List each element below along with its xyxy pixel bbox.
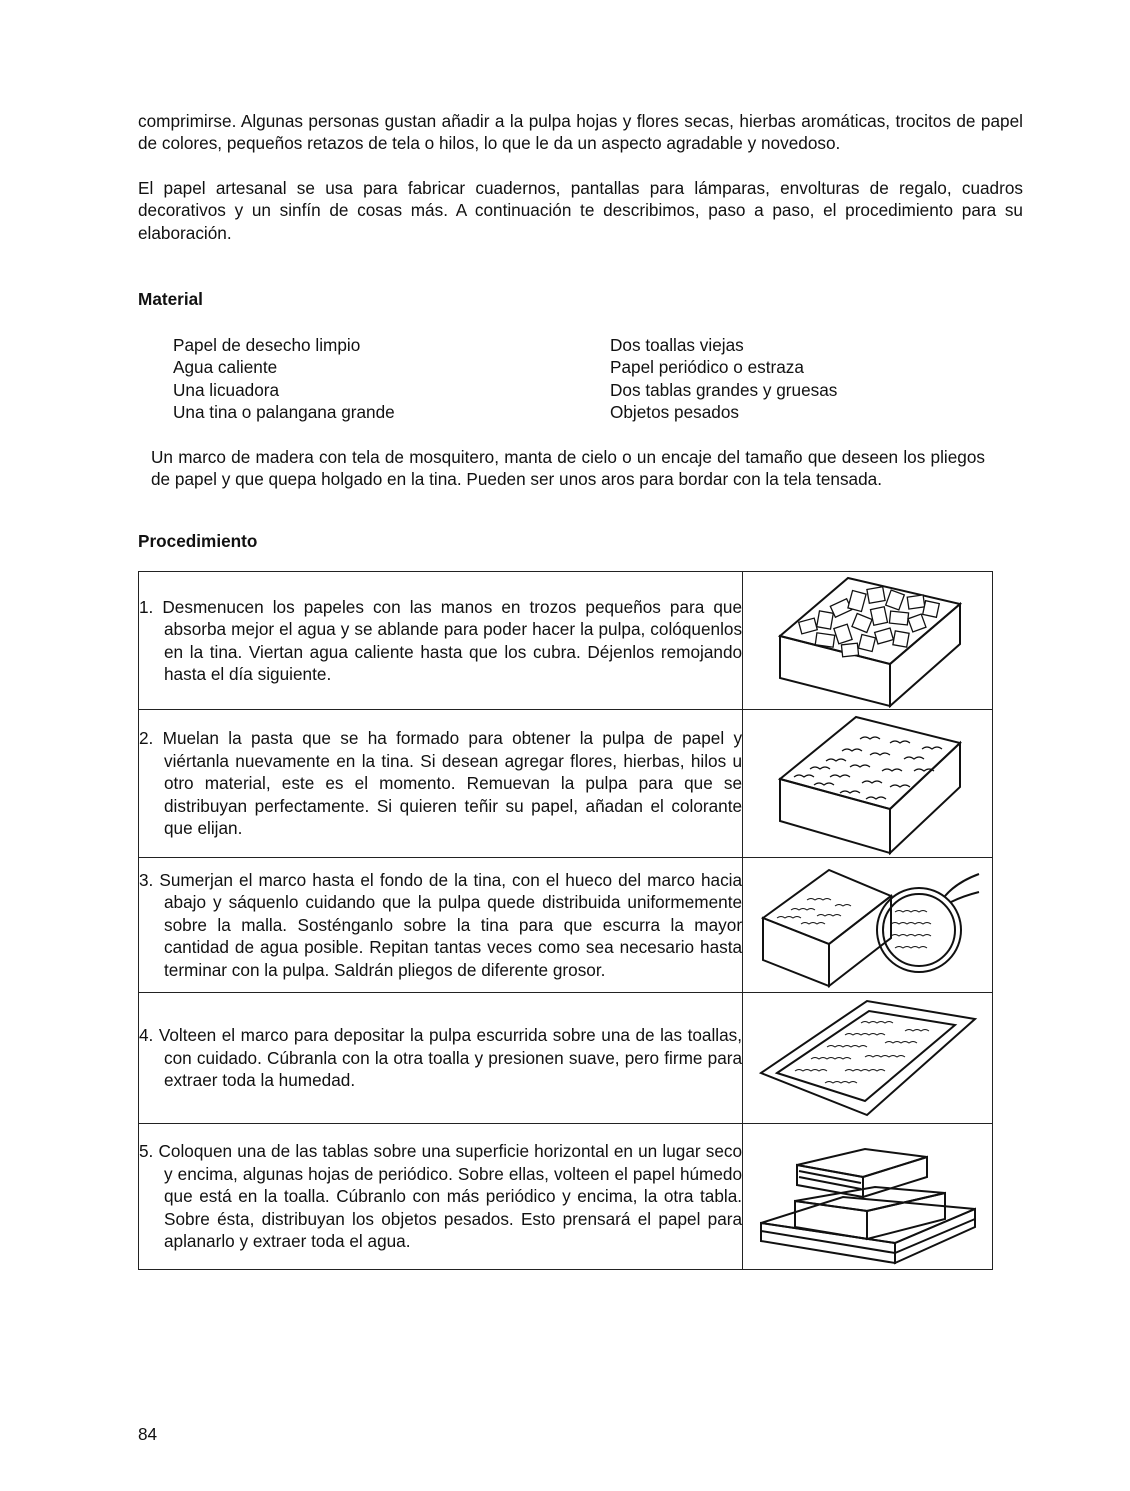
table-row [139,710,993,858]
material-item: Papel periódico o estraza [610,357,804,378]
material-list-right [610,334,837,424]
step-1-text: 1. Desmenucen los papeles con las manos en trozos pequeños para que absorba mejor el agua y se ablande para poder hacer la pulpa, colóquenlos en la tina. Viertan agua caliente hasta que los cubra. Déjenlos remojando hasta el día siguiente. [139,596,743,684]
step-1-cell [139,572,743,710]
step-3-image-cell [743,858,993,993]
table-row [139,1124,993,1270]
material-item: Una licuadora [173,379,280,400]
procedure-table [138,571,993,1270]
page-content [138,110,1023,1252]
table-row [139,993,993,1124]
step-5-image-cell [743,1124,993,1270]
material-item: Dos tablas grandes y gruesas [610,379,838,400]
press-with-book-icon [755,1127,981,1267]
step-4-image-cell [743,993,993,1124]
step-2-text: 2. Muelan la pasta que se ha formado para obtener la pulpa de papel y viértanla nuevamente en la tina. Si desean agregar flores, hierbas, hilos u otro material, este es el momento. Remuevan la pulpa para que se distribuyan perfectamente. Si quieren teñir su papel, añadan el colorante que elijan. [139,728,743,839]
step-4-text: 4. Volteen el marco para depositar la pulpa escurrida sobre una de las toallas, con cuidado. Cúbranla con la otra toalla y presionen suave, pero firme para extraer toda la humedad. [139,1025,743,1091]
material-list-left [173,334,395,424]
step-1-image-cell [743,572,993,710]
material-item: Papel de desecho limpio [173,335,361,355]
material-item: Una tina o palangana grande [173,402,395,423]
tub-with-pulp-icon [770,713,966,855]
material-item: Objetos pesados [610,402,739,423]
tub-with-paper-scraps-icon [770,574,966,708]
table-row [139,572,993,710]
step-3-text: 3. Sumerjan el marco hasta el fondo de la tina, con el hueco del marco hacia abajo y sáquenlo cuidando que la pulpa quede distribuida uniformemente sobre la malla. Sosténganlo sobre la tina para que escurra la mayor cantidad de agua posible. Repitan tantas veces como sea necesario hasta terminar con la pulpa. Saldrán pliegos de diferente grosor. [139,869,743,980]
page-number: 84 [138,1424,158,1444]
material-item: Agua caliente [173,357,278,378]
intro-paragraph-2: El papel artesanal se usa para fabricar cuadernos, pantallas para lámparas, envolturas de regalo, cuadros decorativos y un sinfín de cosas más. A continuación te describimos, paso a paso, el procedimiento para su elaboración. [138,177,1023,243]
step-5-text: 5. Coloquen una de las tablas sobre una superficie horizontal en un lugar seco y encima, algunas hojas de periódico. Sobre ellas, volteen el papel húmedo que está en la toalla. Cúbranlo con más periódico y encima, la otra tabla. Sobre ésta, distribuyan los objetos pesados. Esto prensará el papel para aplanarlo y extraer toda el agua. [139,1141,743,1252]
step-2-image-cell [743,710,993,858]
tub-and-round-frame-icon [755,860,981,990]
step-5-cell [139,1124,743,1270]
intro-paragraph-1: comprimirse. Algunas personas gustan añadir a la pulpa hojas y flores secas, hierbas aromáticas, trocitos de papel de colores, pequeños retazos de tela o hilos, lo que le da un aspecto agradable y novedoso. [138,111,1023,154]
step-4-cell [139,993,743,1124]
step-2-cell [139,710,743,858]
marco-paragraph: Un marco de madera con tela de mosquitero, manta de cielo o un encaje del tamaño que deseen los pliegos de papel y que quepa holgado en la tina. Pueden ser unos aros para bordar con la tela tensada. [151,447,985,490]
step-3-cell [139,858,743,993]
material-heading: Material [138,289,203,309]
pulp-on-towel-icon [755,995,981,1121]
procedure-heading: Procedimiento [138,531,258,551]
table-row [139,858,993,993]
material-item: Dos toallas viejas [610,335,744,355]
